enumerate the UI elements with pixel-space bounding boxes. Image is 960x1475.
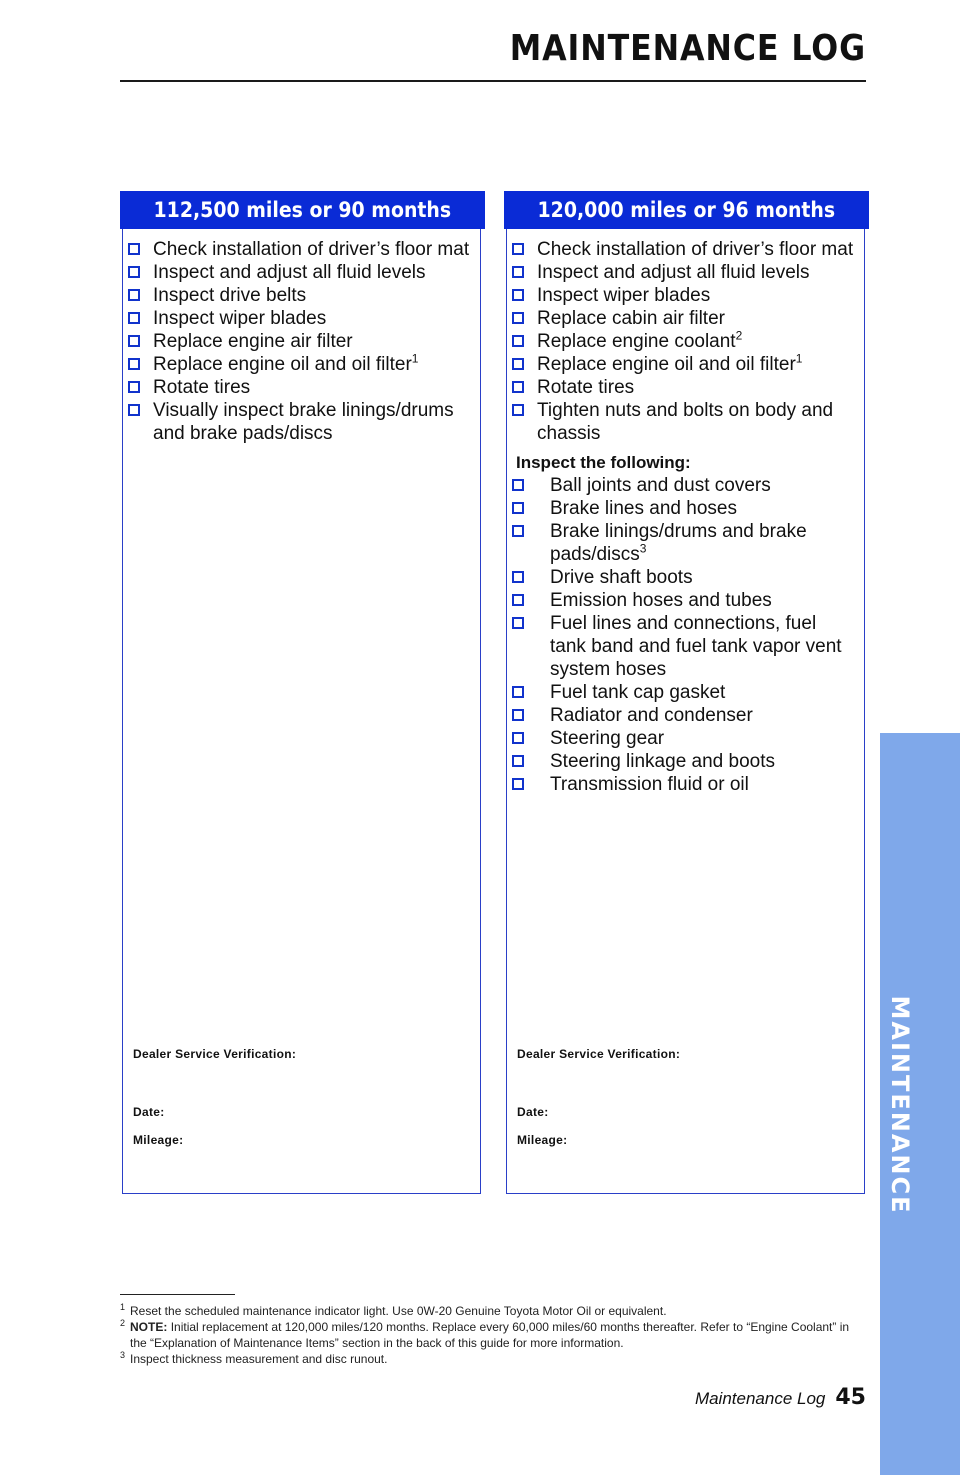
checklist-item-text: Steering linkage and boots (550, 751, 775, 772)
checkbox-icon[interactable] (512, 732, 524, 744)
right-panel-heading (504, 191, 869, 229)
checkbox-icon[interactable] (128, 358, 140, 370)
footnotes (120, 1303, 866, 1367)
checklist-item-text: Replace cabin air filter (537, 308, 725, 329)
checkbox-icon[interactable] (512, 266, 524, 278)
checklist-item (512, 750, 857, 773)
footnote-number: 2 (120, 1318, 126, 1328)
checklist-item (512, 261, 857, 284)
left-date-label: Date: (133, 1105, 165, 1119)
checkbox-icon[interactable] (128, 404, 140, 416)
checklist-item (512, 773, 857, 796)
footnote-number: 1 (120, 1302, 126, 1312)
footnote-text: Inspect thickness measurement and disc runout. (130, 1352, 388, 1366)
checklist-item (128, 399, 473, 445)
checklist-item-text: Inspect wiper blades (153, 308, 327, 329)
checklist-item (512, 284, 857, 307)
checklist-item (512, 612, 857, 681)
checkbox-icon[interactable] (512, 617, 524, 629)
checklist-item (512, 727, 857, 750)
checkbox-icon[interactable] (128, 289, 140, 301)
checkbox-icon[interactable] (512, 709, 524, 721)
left-checklist (128, 238, 473, 445)
footnote-ref: 3 (639, 541, 647, 556)
checklist-item (512, 399, 857, 445)
footnote-number: 3 (120, 1350, 126, 1360)
section-tab-label (880, 995, 920, 1215)
right-checklist (512, 238, 857, 796)
checklist-item-text: Inspect wiper blades (537, 285, 711, 306)
checklist-item-text: Inspect drive belts (153, 285, 307, 306)
left-dealer-verification: Dealer Service Verification: (133, 1047, 297, 1061)
footnote (120, 1351, 866, 1367)
checklist-item (512, 376, 857, 399)
checkbox-icon[interactable] (512, 289, 524, 301)
checkbox-icon[interactable] (512, 778, 524, 790)
checklist-item-text: Visually inspect brake linings/drums and brake pads/discs (153, 400, 454, 444)
checkbox-icon[interactable] (512, 243, 524, 255)
checkbox-icon[interactable] (512, 404, 524, 416)
checklist-item-text: Replace engine oil and oil filter (153, 354, 412, 375)
checklist-item (512, 238, 857, 261)
inspect-heading: Inspect the following: (516, 453, 691, 472)
footnote (120, 1319, 866, 1351)
footnote-ref: 1 (411, 351, 419, 366)
right-heading-text: 120,000 miles or 96 months (537, 198, 836, 222)
checklist-item (512, 474, 857, 497)
checklist-item (512, 307, 857, 330)
checklist-item-text: Emission hoses and tubes (550, 590, 772, 611)
footnote-divider (120, 1294, 235, 1295)
checklist-item (128, 376, 473, 399)
checklist-item (128, 261, 473, 284)
checklist-item-text: Transmission fluid or oil (550, 774, 749, 795)
checkbox-icon[interactable] (128, 381, 140, 393)
checklist-item (512, 704, 857, 727)
checklist-item-text: Steering gear (550, 728, 665, 749)
checklist-item-text: Replace engine coolant (537, 331, 736, 352)
checklist-item-text: Drive shaft boots (550, 567, 693, 588)
checklist-item (512, 330, 857, 353)
checkbox-icon[interactable] (512, 502, 524, 514)
checklist-item-text: Ball joints and dust covers (550, 475, 771, 496)
checklist-item (512, 520, 857, 566)
page-footer (600, 1385, 866, 1410)
checkbox-icon[interactable] (512, 381, 524, 393)
checkbox-icon[interactable] (512, 525, 524, 537)
checkbox-icon[interactable] (512, 479, 524, 491)
checkbox-icon[interactable] (512, 358, 524, 370)
checklist-item (128, 330, 473, 353)
checklist-item-text: Inspect and adjust all fluid levels (537, 262, 810, 283)
checkbox-icon[interactable] (128, 335, 140, 347)
checklist-item (128, 238, 473, 261)
checklist-item (512, 497, 857, 520)
checklist-item (128, 307, 473, 330)
page-number: 45 (835, 1385, 866, 1410)
checkbox-icon[interactable] (512, 335, 524, 347)
checkbox-icon[interactable] (512, 755, 524, 767)
footnote-text: Reset the scheduled maintenance indicator light. Use 0W-20 Genuine Toyota Motor Oil or equivalent. (130, 1304, 667, 1318)
section-tab-text: MAINTENANCE (886, 995, 914, 1215)
footnote-ref: 2 (735, 328, 743, 343)
footnote-text: Initial replacement at 120,000 miles/120 months. Replace every 60,000 miles/60 months thereafter. Refer to “Engine Coolant” in the “Explanation of Maintenance Items” section in the back of this guide for more information. (130, 1320, 850, 1350)
checklist-item-text: Brake lines and hoses (550, 498, 737, 519)
checklist-item-text: Fuel tank cap gasket (550, 682, 726, 703)
footnote-note-label: NOTE: (130, 1320, 168, 1334)
checklist-item (512, 353, 857, 376)
right-dealer-verification: Dealer Service Verification: (517, 1047, 681, 1061)
checklist-item-text: Fuel lines and connections, fuel tank band and fuel tank vapor vent system hoses (550, 613, 842, 680)
checklist-item (512, 589, 857, 612)
checklist-item (512, 681, 857, 704)
checklist-item-text: Replace engine air filter (153, 331, 353, 352)
right-mileage-label: Mileage: (517, 1133, 568, 1147)
footnote (120, 1303, 866, 1319)
checkbox-icon[interactable] (128, 312, 140, 324)
checklist-item (512, 566, 857, 589)
title-divider (120, 80, 866, 82)
checkbox-icon[interactable] (512, 312, 524, 324)
checklist-item-text: Tighten nuts and bolts on body and chassis (537, 400, 834, 444)
page-title: MAINTENANCE LOG (509, 28, 866, 69)
footnote-ref: 1 (795, 351, 803, 366)
checkbox-icon[interactable] (512, 594, 524, 606)
left-panel-heading (120, 191, 485, 229)
checklist-item-text: Inspect and adjust all fluid levels (153, 262, 426, 283)
left-heading-text: 112,500 miles or 90 months (153, 198, 452, 222)
checklist-item-text: Radiator and condenser (550, 705, 753, 726)
checkbox-icon[interactable] (128, 243, 140, 255)
checklist-item (128, 353, 473, 376)
footer-section-label: Maintenance Log (694, 1389, 826, 1408)
right-date-label: Date: (517, 1105, 549, 1119)
checklist-item (128, 284, 473, 307)
checkbox-icon[interactable] (512, 571, 524, 583)
checkbox-icon[interactable] (512, 686, 524, 698)
checklist-item-text: Check installation of driver’s floor mat (537, 239, 854, 260)
checklist-item-text: Brake linings/drums and brake pads/discs (550, 521, 807, 565)
checklist-item-text: Replace engine oil and oil filter (537, 354, 796, 375)
checklist-item-text: Rotate tires (153, 377, 251, 398)
checklist-item-text: Check installation of driver’s floor mat (153, 239, 470, 260)
checklist-item-text: Rotate tires (537, 377, 635, 398)
checkbox-icon[interactable] (128, 266, 140, 278)
left-mileage-label: Mileage: (133, 1133, 184, 1147)
